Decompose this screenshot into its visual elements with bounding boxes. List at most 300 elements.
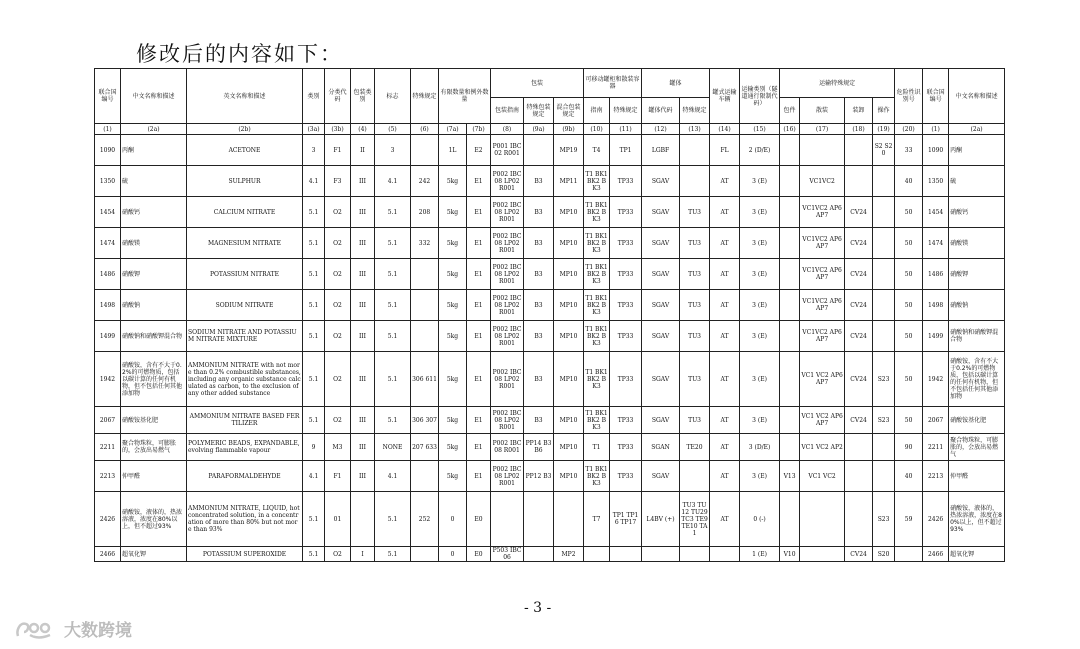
- table-row: [95, 290, 1005, 321]
- table-cell-tc: SGAV: [642, 461, 680, 492]
- table-cell-mp: MP10: [554, 407, 584, 434]
- table-cell-cc: O2: [325, 290, 351, 321]
- code-cell: (19): [873, 124, 895, 135]
- table-cell-un: 1499: [923, 321, 949, 352]
- table-cell-cc: O2: [325, 547, 351, 562]
- table-cell-cat: 3 (E): [740, 228, 780, 259]
- table-cell-lq: 5kg: [439, 434, 467, 461]
- table-cell-pp: [524, 492, 554, 547]
- table-cell-veh: AT: [710, 407, 740, 434]
- code-cell: (1): [923, 124, 949, 135]
- table-cell-pi: P002 IBC08 LP02 R001: [491, 197, 524, 228]
- table-cell-pi: P002 IBC08 LP02 R001: [491, 228, 524, 259]
- table-cell-load: CV24: [845, 228, 873, 259]
- table-cell-sp: 208: [411, 197, 439, 228]
- table-cell-load: [845, 166, 873, 197]
- table-cell-cat: 3 (D/E): [740, 434, 780, 461]
- table-cell-pp: PP12 B3: [524, 461, 554, 492]
- table-cell-un: 2466: [923, 547, 949, 562]
- table-cell-mp: MP10: [554, 461, 584, 492]
- table-cell-v: [780, 290, 800, 321]
- table-cell-pg: III: [351, 352, 375, 407]
- table-cell-eq: E1: [467, 259, 491, 290]
- table-cell-lbl: NONE: [375, 434, 411, 461]
- header-un-no-2: 联合国编号: [923, 69, 949, 124]
- table-cell-tsp: TE20: [680, 434, 710, 461]
- table-cell-lbl: 5.1: [375, 197, 411, 228]
- table-cell-cls: 5.1: [303, 407, 325, 434]
- table-cell-cls: 5.1: [303, 547, 325, 562]
- table-cell-bulk: VC1VC2 AP6AP7: [800, 197, 845, 228]
- table-cell-ts: TP33: [610, 461, 642, 492]
- table-cell-cc: O2: [325, 321, 351, 352]
- code-cell: (16): [780, 124, 800, 135]
- table-cell-cat: 1 (E): [740, 547, 780, 562]
- table-cell-un: 1942: [95, 352, 121, 407]
- table-cell-cn: 硝酸铵，液体的，热浓溶液，浓度在80%以上，但不超过93%: [121, 492, 187, 547]
- table-cell-tc: SGAV: [642, 352, 680, 407]
- table-cell-eq: E1: [467, 321, 491, 352]
- table-cell-sp: [411, 290, 439, 321]
- table-cell-pp: B3: [524, 321, 554, 352]
- table-cell-load: CV24: [845, 197, 873, 228]
- table-cell-tc: SGAV: [642, 197, 680, 228]
- table-cell-v: [780, 321, 800, 352]
- table-cell-mp: MP10: [554, 434, 584, 461]
- table-cell-ts: TP1: [610, 135, 642, 166]
- table-cell-veh: AT: [710, 492, 740, 547]
- code-cell: (3a): [303, 124, 325, 135]
- table-cell-lq: 5kg: [439, 166, 467, 197]
- table-cell-en: POTASSIUM NITRATE: [187, 259, 303, 290]
- code-cell: (2a): [949, 124, 1005, 135]
- table-cell-un: 2067: [923, 407, 949, 434]
- table-cell-pi: P001 IBC02 R001: [491, 135, 524, 166]
- table-cell-tsp: [680, 547, 710, 562]
- table-cell-en: CALCIUM NITRATE: [187, 197, 303, 228]
- table-cell-op: [873, 290, 895, 321]
- table-cell-tsp: TU3: [680, 197, 710, 228]
- table-cell-ti: T1 BK1 BK2 BK3: [584, 166, 610, 197]
- header-un-no: 联合国编号: [95, 69, 121, 124]
- table-cell-cn: 聚合物珠粒，可膨胀的，会放出易燃气: [949, 434, 1005, 461]
- table-cell-veh: AT: [710, 352, 740, 407]
- code-cell: (15): [740, 124, 780, 135]
- table-cell-ts: TP33: [610, 434, 642, 461]
- code-cell: (2b): [187, 124, 303, 135]
- column-code-row: [95, 124, 1005, 135]
- table-cell-cn: 硝酸铵基化肥: [949, 407, 1005, 434]
- table-cell-veh: AT: [710, 434, 740, 461]
- table-cell-lbl: 4.1: [375, 166, 411, 197]
- header-row-1: [95, 69, 1005, 98]
- table-cell-ti: [584, 547, 610, 562]
- table-cell-hin: 59: [895, 492, 923, 547]
- table-cell-hin: 50: [895, 228, 923, 259]
- header-class: 类别: [303, 69, 325, 124]
- table-cell-un: 1474: [923, 228, 949, 259]
- table-cell-hin: 50: [895, 321, 923, 352]
- table-cell-pi: P002 IBC08 LP02 R001: [491, 352, 524, 407]
- table-cell-sp: 242: [411, 166, 439, 197]
- table-cell-load: CV24: [845, 321, 873, 352]
- table-cell-veh: AT: [710, 197, 740, 228]
- table-cell-lbl: 5.1: [375, 228, 411, 259]
- table-cell-ts: TP33: [610, 407, 642, 434]
- table-cell-tc: SGAV: [642, 228, 680, 259]
- table-cell-load: [845, 135, 873, 166]
- table-cell-tsp: TU3 TU12 TU29 TC3 TE9 TE10 TA1: [680, 492, 710, 547]
- table-cell-un: 1090: [923, 135, 949, 166]
- table-cell-un: 1350: [95, 166, 121, 197]
- header-packing-instructions: 包装指南: [491, 98, 524, 124]
- header-loading: 装卸: [845, 98, 873, 124]
- table-cell-sp: [411, 547, 439, 562]
- header-packages: 包件: [780, 98, 800, 124]
- header-cn-name-2: 中文名称和描述: [949, 69, 1005, 124]
- table-cell-cls: 3: [303, 135, 325, 166]
- table-cell-eq: E1: [467, 197, 491, 228]
- table-cell-cls: 5.1: [303, 352, 325, 407]
- table-cell-lq: 5kg: [439, 321, 467, 352]
- table-cell-op: S23: [873, 492, 895, 547]
- table-cell-pp: B3: [524, 290, 554, 321]
- table-cell-un: 2211: [923, 434, 949, 461]
- table-cell-cn: 硝酸钠和硝酸钾混合物: [121, 321, 187, 352]
- table-cell-eq: E1: [467, 166, 491, 197]
- table-cell-sp: [411, 461, 439, 492]
- table-row: [95, 492, 1005, 547]
- code-cell: (3b): [325, 124, 351, 135]
- header-class-code: 分类代码: [325, 69, 351, 124]
- table-cell-cn: 硝酸钙: [121, 197, 187, 228]
- table-cell-eq: E1: [467, 228, 491, 259]
- table-cell-cn: 硝酸钠: [121, 290, 187, 321]
- table-cell-load: CV24: [845, 407, 873, 434]
- table-cell-en: AMMONIUM NITRATE with not more than 0.2% combustible substances, including any organic substance calculated as carbon, to the exclusion of any other added substance: [187, 352, 303, 407]
- table-cell-mp: MP10: [554, 228, 584, 259]
- table-cell-tsp: TU3: [680, 407, 710, 434]
- table-cell-eq: E1: [467, 434, 491, 461]
- header-special-transport: 运输特殊规定: [780, 69, 895, 98]
- table-cell-cls: 5.1: [303, 197, 325, 228]
- table-cell-bulk: VC1 VC2 AP6 AP7: [800, 352, 845, 407]
- table-cell-pp: B3: [524, 259, 554, 290]
- table-cell-sp: [411, 321, 439, 352]
- table-cell-cls: 5.1: [303, 492, 325, 547]
- table-cell-cn: 丙酮: [949, 135, 1005, 166]
- table-cell-pp: B3: [524, 197, 554, 228]
- header-tank-special-2: 特殊规定: [680, 98, 710, 124]
- table-cell-load: [845, 434, 873, 461]
- table-cell-v: V10: [780, 547, 800, 562]
- table-cell-v: [780, 492, 800, 547]
- table-cell-cls: 4.1: [303, 166, 325, 197]
- table-cell-cn: 超氧化钾: [121, 547, 187, 562]
- table-cell-lbl: 4.1: [375, 461, 411, 492]
- table-cell-veh: AT: [710, 259, 740, 290]
- table-cell-op: [873, 259, 895, 290]
- table-cell-cn: 硝酸铵，液体的，热浓溶液，浓度在80%以上，但不超过93%: [949, 492, 1005, 547]
- table-cell-ti: T1 BK1 BK2 BK3: [584, 228, 610, 259]
- table-cell-cat: 3 (E): [740, 197, 780, 228]
- header-label: 标志: [375, 69, 411, 124]
- code-cell: (1): [95, 124, 121, 135]
- table-cell-bulk: [800, 492, 845, 547]
- code-cell: (5): [375, 124, 411, 135]
- table-cell-cat: 0 (-): [740, 492, 780, 547]
- table-cell-cat: 3 (E): [740, 166, 780, 197]
- table-cell-hin: 50: [895, 407, 923, 434]
- table-cell-tsp: TU3: [680, 259, 710, 290]
- table-row: [95, 461, 1005, 492]
- table-cell-cn: 仲甲醛: [121, 461, 187, 492]
- table-cell-lq: 5kg: [439, 352, 467, 407]
- table-cell-sp: 306 307: [411, 407, 439, 434]
- table-cell-pi: [491, 492, 524, 547]
- table-cell-op: S2 S20: [873, 135, 895, 166]
- table-cell-lbl: 5.1: [375, 407, 411, 434]
- table-cell-cn: 硝酸镁: [949, 228, 1005, 259]
- code-cell: (7b): [467, 124, 491, 135]
- table-cell-v: [780, 228, 800, 259]
- table-cell-cat: 3 (E): [740, 352, 780, 407]
- table-cell-eq: E1: [467, 352, 491, 407]
- table-cell-lbl: 5.1: [375, 259, 411, 290]
- code-cell: (11): [610, 124, 642, 135]
- table-cell-tsp: TU3: [680, 352, 710, 407]
- table-cell-v: [780, 166, 800, 197]
- code-cell: (7a): [439, 124, 467, 135]
- table-cell-tc: SGAN: [642, 434, 680, 461]
- table-cell-bulk: [800, 547, 845, 562]
- table-cell-mp: MP10: [554, 197, 584, 228]
- table-cell-op: [873, 321, 895, 352]
- table-cell-cat: 3 (E): [740, 461, 780, 492]
- table-cell-un: 1486: [923, 259, 949, 290]
- table-cell-cls: 5.1: [303, 321, 325, 352]
- header-cn-name: 中文名称和描述: [121, 69, 187, 124]
- table-cell-ti: T1 BK1 BK2 BK3: [584, 197, 610, 228]
- table-row: [95, 135, 1005, 166]
- header-tank-code: 罐体代码: [642, 98, 680, 124]
- table-cell-pi: P002 IBC08 LP02 R001: [491, 259, 524, 290]
- table-cell-pi: P002 IBC08 LP02 R001: [491, 461, 524, 492]
- table-cell-ti: T1 BK1 BK2 BK3: [584, 290, 610, 321]
- table-cell-pg: [351, 492, 375, 547]
- table-cell-tc: SGAV: [642, 166, 680, 197]
- table-cell-un: 2067: [95, 407, 121, 434]
- table-cell-en: MAGNESIUM NITRATE: [187, 228, 303, 259]
- table-cell-lbl: 3: [375, 135, 411, 166]
- table-cell-lq: 1L: [439, 135, 467, 166]
- code-cell: (8): [491, 124, 524, 135]
- table-cell-en: SODIUM NITRATE AND POTASSIUM NITRATE MIXTURE: [187, 321, 303, 352]
- table-cell-ti: T7: [584, 492, 610, 547]
- table-cell-en: AMMONIUM NITRATE, LIQUID, hot concentrated solution, in a concentration of more than 80% but not more than 93%: [187, 492, 303, 547]
- table-cell-cn: 硝酸钙: [949, 197, 1005, 228]
- table-cell-pi: P503 IBC06: [491, 547, 524, 562]
- code-cell: (17): [800, 124, 845, 135]
- table-cell-tsp: TU3: [680, 290, 710, 321]
- table-cell-v: [780, 407, 800, 434]
- table-cell-sp: 252: [411, 492, 439, 547]
- table-cell-cc: 01: [325, 492, 351, 547]
- header-hazard-id: 危险性识别号: [895, 69, 923, 124]
- table-cell-ts: TP33: [610, 197, 642, 228]
- table-cell-cat: 3 (E): [740, 259, 780, 290]
- table-cell-v: [780, 434, 800, 461]
- table-cell-en: POLYMERIC BEADS, EXPANDABLE, evolving flammable vapour: [187, 434, 303, 461]
- table-cell-cc: O2: [325, 259, 351, 290]
- table-cell-ti: T1 BK1 BK2 BK3: [584, 259, 610, 290]
- table-cell-op: S20: [873, 547, 895, 562]
- table-cell-lq: 0: [439, 547, 467, 562]
- table-cell-ts: TP33: [610, 321, 642, 352]
- table-cell-cn: 硝酸钾: [121, 259, 187, 290]
- table-cell-cls: 5.1: [303, 259, 325, 290]
- table-cell-mp: MP11: [554, 166, 584, 197]
- table-cell-en: AMMONIUM NITRATE BASED FERTILIZER: [187, 407, 303, 434]
- table-cell-tc: SGAV: [642, 407, 680, 434]
- code-cell: (14): [710, 124, 740, 135]
- header-operation: 操作: [873, 98, 895, 124]
- header-packing-group: 包装类别: [351, 69, 375, 124]
- table-cell-pp: [524, 547, 554, 562]
- table-cell-ti: T1 BK1 BK2 BK3: [584, 352, 610, 407]
- table-cell-load: [845, 492, 873, 547]
- table-cell-sp: 306 611: [411, 352, 439, 407]
- table-cell-v: [780, 259, 800, 290]
- table-cell-mp: MP19: [554, 135, 584, 166]
- table-row: [95, 197, 1005, 228]
- table-cell-ti: T4: [584, 135, 610, 166]
- table-cell-pg: III: [351, 321, 375, 352]
- table-cell-pg: III: [351, 407, 375, 434]
- table-cell-pg: III: [351, 197, 375, 228]
- table-cell-hin: 33: [895, 135, 923, 166]
- table-cell-cn: 硝酸铵基化肥: [121, 407, 187, 434]
- table-cell-pg: III: [351, 166, 375, 197]
- table-cell-bulk: VC1VC2: [800, 166, 845, 197]
- table-cell-pg: III: [351, 228, 375, 259]
- code-cell: (4): [351, 124, 375, 135]
- table-cell-lq: 5kg: [439, 259, 467, 290]
- table-cell-pi: P002 IBC08 LP02 R001: [491, 321, 524, 352]
- table-cell-op: [873, 461, 895, 492]
- table-cell-hin: 50: [895, 259, 923, 290]
- table-cell-v: [780, 197, 800, 228]
- table-cell-eq: E1: [467, 407, 491, 434]
- table-cell-v: [780, 135, 800, 166]
- table-cell-op: [873, 197, 895, 228]
- header-en-name: 英文名称和描述: [187, 69, 303, 124]
- table-cell-hin: [895, 547, 923, 562]
- table-cell-un: 2213: [923, 461, 949, 492]
- table-cell-sp: 332: [411, 228, 439, 259]
- watermark: [14, 616, 132, 641]
- table-cell-ti: T1 BK1 BK2 BK3: [584, 407, 610, 434]
- table-cell-op: S23: [873, 352, 895, 407]
- table-cell-cat: 3 (E): [740, 407, 780, 434]
- table-cell-ts: TP33: [610, 290, 642, 321]
- table-cell-un: 1486: [95, 259, 121, 290]
- table-cell-eq: E1: [467, 290, 491, 321]
- table-cell-veh: [710, 547, 740, 562]
- table-cell-load: CV24: [845, 290, 873, 321]
- table-cell-ts: TP33: [610, 166, 642, 197]
- table-cell-mp: MP10: [554, 290, 584, 321]
- table-cell-veh: AT: [710, 461, 740, 492]
- table-cell-cc: M3: [325, 434, 351, 461]
- table-cell-mp: MP10: [554, 352, 584, 407]
- table-cell-pg: III: [351, 461, 375, 492]
- table-cell-en: PARAFORMALDEHYDE: [187, 461, 303, 492]
- table-row: [95, 228, 1005, 259]
- table-cell-lbl: 5.1: [375, 492, 411, 547]
- table-cell-tsp: [680, 166, 710, 197]
- code-cell: (9a): [524, 124, 554, 135]
- header-bulk: 散装: [800, 98, 845, 124]
- table-cell-op: S23: [873, 407, 895, 434]
- page-heading: 修改后的内容如下：: [136, 42, 343, 66]
- table-cell-tsp: [680, 135, 710, 166]
- table-cell-cn: 硝酸镁: [121, 228, 187, 259]
- table-cell-cn: 硝酸铵，含有不大于0.2%的可燃物质，包括以碳计算的任何有机物，但不包括任何其他添加物: [121, 352, 187, 407]
- table-cell-lbl: 5.1: [375, 547, 411, 562]
- header-vehicle: 罐式运输车辆: [710, 69, 740, 124]
- table-cell-un: 1454: [95, 197, 121, 228]
- table-cell-bulk: VC1VC2 AP6AP7: [800, 259, 845, 290]
- table-cell-cat: 3 (E): [740, 290, 780, 321]
- table-cell-hin: 40: [895, 461, 923, 492]
- table-cell-bulk: VC1 VC2: [800, 461, 845, 492]
- table-cell-pi: P002 IBC08 LP02 R001: [491, 407, 524, 434]
- table-cell-cn: 丙酮: [121, 135, 187, 166]
- table-row: [95, 434, 1005, 461]
- table-cell-lbl: 5.1: [375, 321, 411, 352]
- code-cell: (2a): [121, 124, 187, 135]
- table-row: [95, 259, 1005, 290]
- table-cell-ti: T1 BK1 BK2 BK3: [584, 461, 610, 492]
- table-cell-pg: III: [351, 259, 375, 290]
- table-cell-eq: E2: [467, 135, 491, 166]
- table-cell-cn: 硝酸钾: [949, 259, 1005, 290]
- table-cell-eq: E1: [467, 461, 491, 492]
- header-mixed-packing: 混合包装规定: [554, 98, 584, 124]
- header-portable-tanks: 可移动罐柜和散装容器: [584, 69, 642, 98]
- table-cell-cn: 仲甲醛: [949, 461, 1005, 492]
- table-cell-veh: AT: [710, 290, 740, 321]
- code-cell: (18): [845, 124, 873, 135]
- table-cell-en: SULPHUR: [187, 166, 303, 197]
- header-tanks: 罐体: [642, 69, 710, 98]
- table-cell-sp: [411, 135, 439, 166]
- table-cell-bulk: VC1VC2 AP6AP7: [800, 321, 845, 352]
- header-packing: 包装: [491, 69, 584, 98]
- table-cell-ti: T1 BK1 BK2 BK3: [584, 321, 610, 352]
- table-cell-hin: 40: [895, 166, 923, 197]
- header-limited-excepted: 有限数量和例外数量: [439, 69, 491, 124]
- table-cell-cc: F1: [325, 135, 351, 166]
- table-cell-cls: 5.1: [303, 290, 325, 321]
- table-cell-cn: 硝酸钠: [949, 290, 1005, 321]
- watermark-text: 大数跨境: [64, 621, 132, 641]
- code-cell: (12): [642, 124, 680, 135]
- table-cell-pi: P002 IBC08 LP02 R001: [491, 290, 524, 321]
- dangerous-goods-table: [94, 68, 1005, 562]
- table-cell-cc: O2: [325, 228, 351, 259]
